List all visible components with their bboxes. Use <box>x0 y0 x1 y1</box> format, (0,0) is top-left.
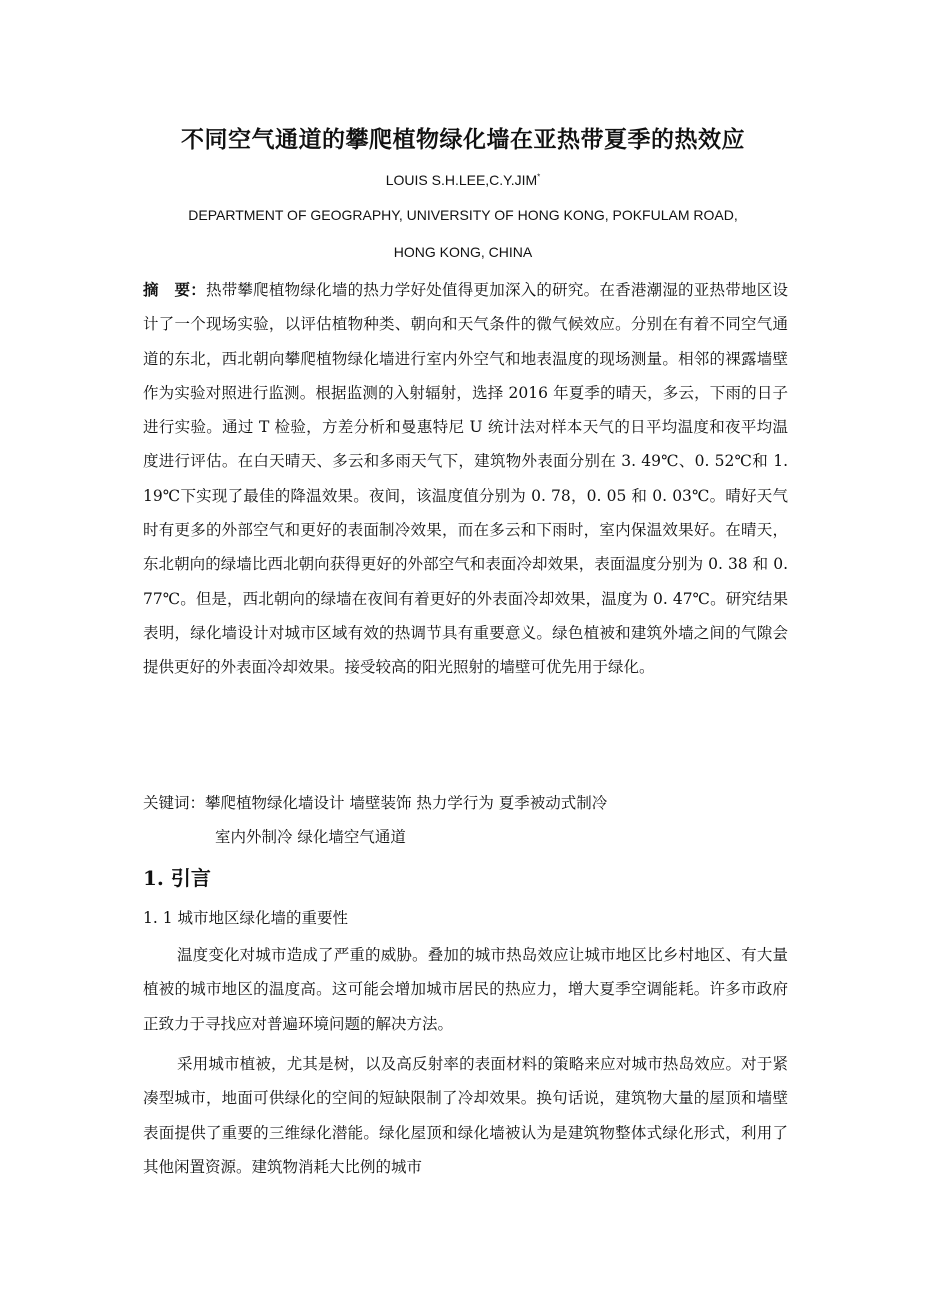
affiliation-line-1: DEPARTMENT OF GEOGRAPHY, UNIVERSITY OF HONG KONG, POKFULAM ROAD, <box>188 207 738 223</box>
keywords-label: 关键词： <box>143 794 206 812</box>
keywords <box>143 786 788 855</box>
section-heading: 1. 引言 <box>143 866 211 890</box>
body-paragraph-1: 温度变化对城市造成了严重的威胁。叠加的城市热岛效应让城市地区比乡村地区、有大量植被的城市地区的温度高。这可能会增加城市居民的热应力，增大夏季空调能耗。许多市政府正致力于寻找应对普遍环境问题的解决方法。 <box>143 946 788 1033</box>
keywords-line-2: 室内外制冷 绿化墙空气通道 <box>215 828 406 847</box>
affiliation-line-2: HONG KONG, CHINA <box>393 244 533 260</box>
abstract-label: 摘 要： <box>143 280 206 299</box>
author-names: LOUIS S.H.LEE,C.Y.JIM <box>385 172 538 188</box>
subsection-heading: 1. 1 城市地区绿化墙的重要性 <box>143 909 349 927</box>
abstract-text: 热带攀爬植物绿化墙的热力学好处值得更加深入的研究。在香港潮湿的亚热带地区设计了一个现场实验，以评估植物种类、朝向和天气条件的微气候效应。分别在有着不同空气通道的东北，西北朝向攀爬植物绿化墙进行室内外空气和地表温度的现场测量。相邻的裸露墙壁作为实验对照进行监测。根据监测的入射辐射，选择 2016 年夏季的晴天，多云，下雨的日子进行实验。通过 T 检验，方差分析和曼惠特尼 U 统计法对样本天气的日平均温度和夜平均温度进行评估。在白天晴天、多云和多雨天气下，建筑物外表面分别在 3. 49℃、0. 52℃和 1. 19℃下实现了最佳的降温效果。夜间，该温度值分别为 0. 78，0. 05 和 0. 03℃。晴好天气时有更多的外部空气和更好的表面制冷效果，而在多云和下雨时，室内保温效果好。在晴天，东北朝向的绿墙比西北朝向获得更好的外部空气和表面冷却效果，表面温度分别为 0. 38 和 0. 77℃。但是，西北朝向的绿墙在夜间有着更好的外表面冷却效果，温度为 0. 47℃。研究结果表明，绿化墙设计对城市区域有效的热调节具有重要意义。绿色植被和建筑外墙之间的气隙会提供更好的外表面冷却效果。接受较高的阳光照射的墙壁可优先用于绿化。 <box>143 281 788 677</box>
author-line <box>0 172 926 188</box>
abstract <box>143 273 788 685</box>
paper-title: 不同空气通道的攀爬植物绿化墙在亚热带夏季的热效应 <box>181 126 745 153</box>
keywords-line-1: 攀爬植物绿化墙设计 墙壁装饰 热力学行为 夏季被动式制冷 <box>205 794 608 812</box>
corresponding-author-mark: * <box>537 172 541 182</box>
body-paragraph-2: 采用城市植被，尤其是树，以及高反射率的表面材料的策略来应对城市热岛效应。对于紧凑型城市，地面可供绿化的空间的短缺限制了冷却效果。换句话说，建筑物大量的屋顶和墙壁表面提供了重要的三维绿化潜能。绿化屋顶和绿化墙被认为是建筑物整体式绿化形式，利用了其他闲置资源。建筑物消耗大比例的城市 <box>143 1055 788 1176</box>
